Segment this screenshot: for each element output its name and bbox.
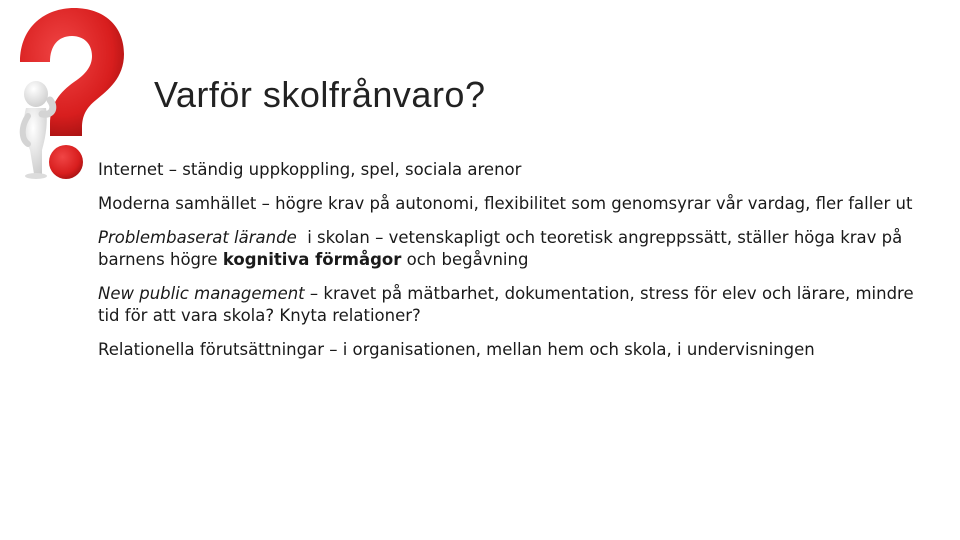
- bullet-relational-conditions: [98, 339, 928, 361]
- bullet-bold-phrase: kognitiva förmågor: [222, 250, 402, 269]
- bullet-text: – i organisationen, mellan hem och skola, i undervisningen: [323, 340, 815, 359]
- bullet-list: [98, 159, 928, 373]
- bullet-modern-society: [98, 193, 928, 215]
- bullet-internet: [98, 159, 928, 181]
- bullet-text-before: i skolan – vetenskapligt och teoretisk angreppssätt, ställer höga krav på barnens högre: [98, 228, 908, 269]
- bullet-text: – ständig uppkoppling, spel, sociala arenor: [163, 160, 522, 179]
- bullet-lead: Relationella förutsättningar: [98, 340, 324, 359]
- bullet-lead-italic: New public management: [98, 284, 305, 303]
- bullet-lead-italic: Problembaserat lärande: [98, 228, 297, 247]
- bullet-text: – kravet på mätbarhet, dokumentation, stress för elev och lärare, mindre tid för att vara skola? Knyta relationer?: [98, 284, 914, 325]
- bullet-new-public-management: [98, 283, 928, 327]
- bullet-text-after: och begåvning: [401, 250, 529, 269]
- bullet-lead: Moderna samhället: [98, 194, 257, 213]
- slide-title: Varför skolfrånvaro?: [154, 74, 486, 115]
- bullet-problem-based-learning: [98, 227, 928, 271]
- bullet-text: – högre krav på autonomi, flexibilitet som genomsyrar vår vardag, fler faller ut: [256, 194, 913, 213]
- bullet-lead: Internet: [98, 160, 164, 179]
